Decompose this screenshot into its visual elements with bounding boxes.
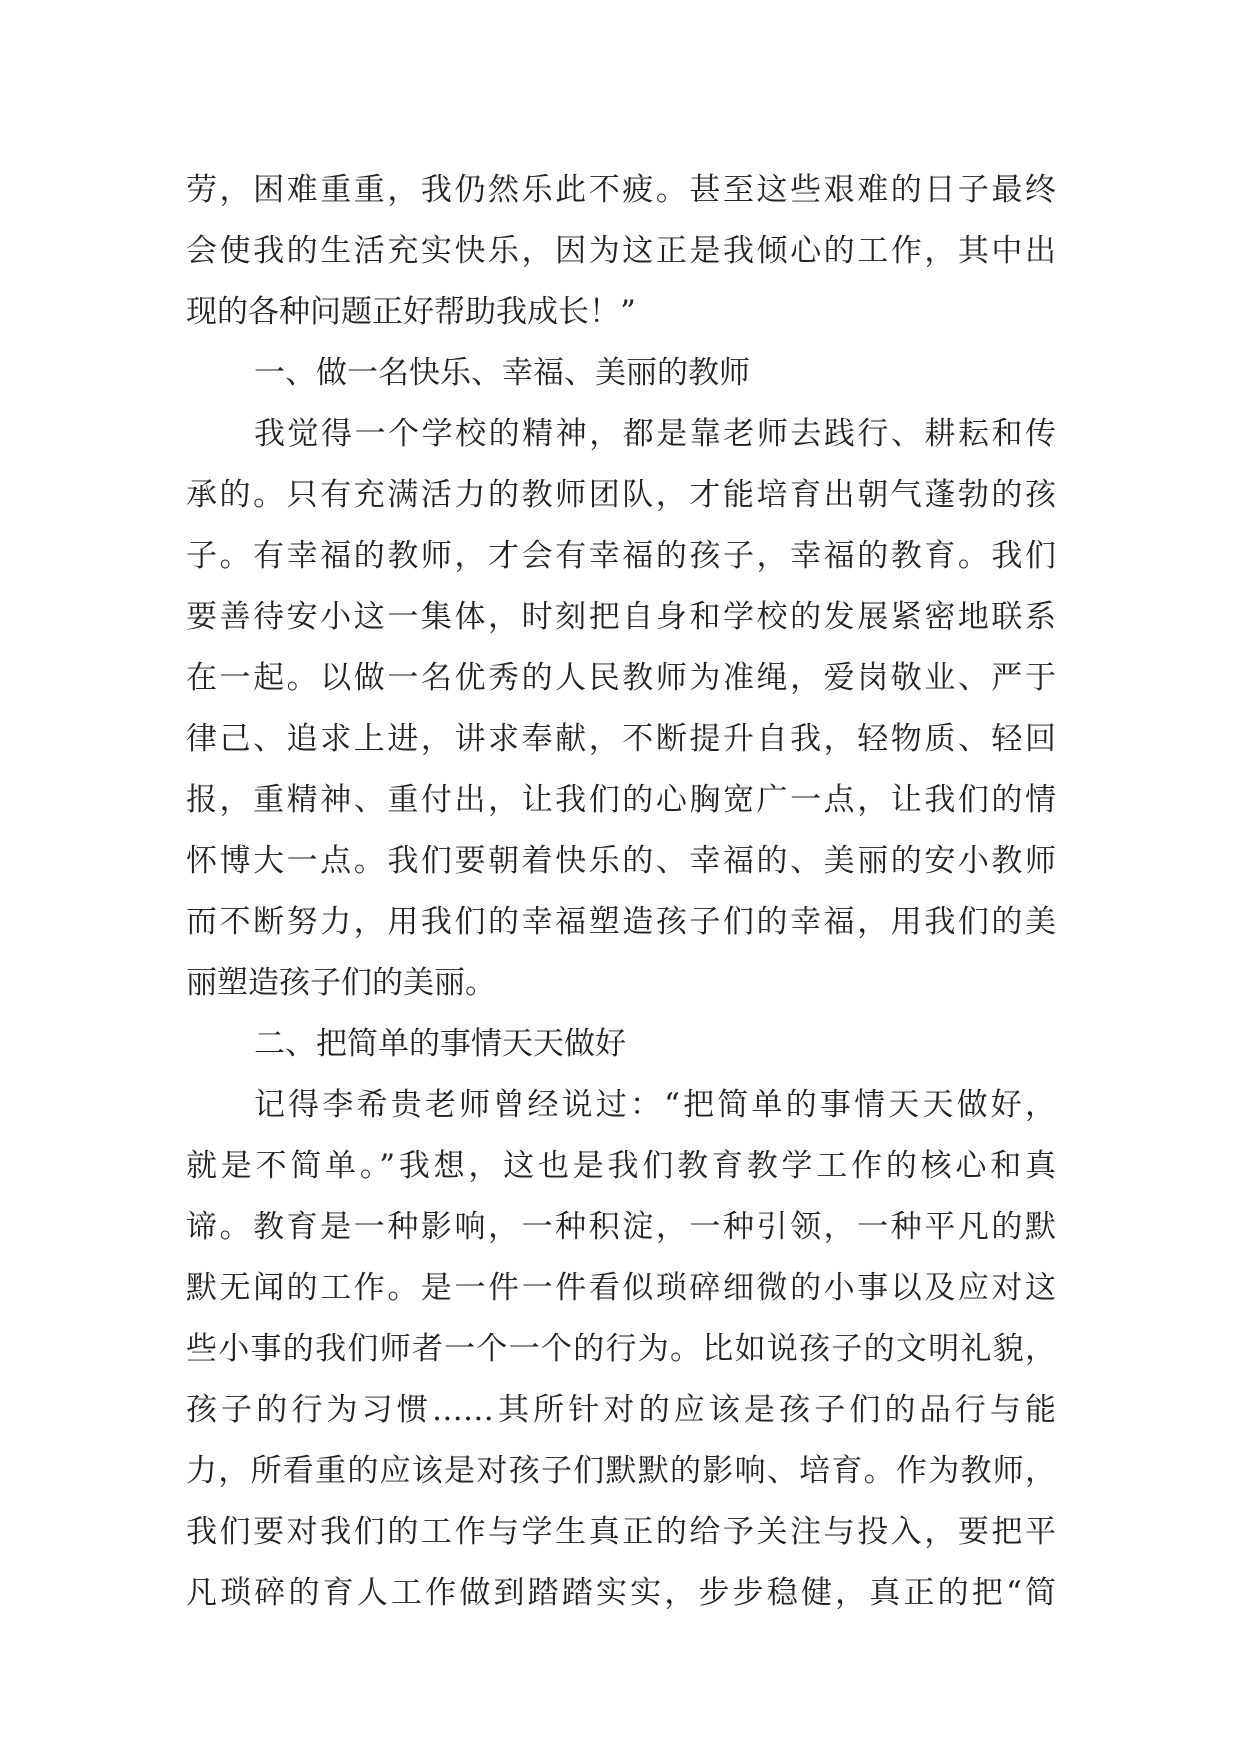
paragraph-line: 要善待安小这一集体，时刻把自身和学校的发展紧密地联系	[186, 599, 1056, 635]
paragraph-line: 记得李希贵老师曾经说过：“把简单的事情天天做好，	[254, 1087, 1056, 1123]
paragraph-line: 而不断努力，用我们的幸福塑造孩子们的幸福，用我们的美	[186, 904, 1056, 940]
paragraph-line: 律己、追求上进，讲求奉献，不断提升自我，轻物质、轻回	[186, 721, 1056, 757]
paragraph-line: 现的各种问题正好帮助我成长！”	[186, 294, 636, 330]
paragraph-line: 就是不简单。”我想，这也是我们教育教学工作的核心和真	[186, 1148, 1056, 1184]
paragraph-line: 凡琐碎的育人工作做到踏踏实实，步步稳健，真正的把“简	[186, 1575, 1056, 1611]
paragraph-line: 默无闻的工作。是一件一件看似琐碎细微的小事以及应对这	[186, 1270, 1056, 1306]
paragraph-line: 承的。只有充满活力的教师团队，才能培育出朝气蓬勃的孩	[186, 477, 1056, 513]
paragraph-line: 丽塑造孩子们的美丽。	[186, 965, 496, 1001]
paragraph-line: 劳，困难重重，我仍然乐此不疲。甚至这些艰难的日子最终	[186, 172, 1056, 208]
paragraph-line: 孩子的行为习惯……其所针对的应该是孩子们的品行与能	[186, 1392, 1056, 1428]
section-heading-1: 一、做一名快乐、幸福、美丽的教师	[254, 355, 750, 391]
document-body	[186, 160, 1056, 1624]
paragraph-line: 子。有幸福的教师，才会有幸福的孩子，幸福的教育。我们	[186, 538, 1056, 574]
paragraph-line: 报，重精神、重付出，让我们的心胸宽广一点，让我们的情	[186, 782, 1056, 818]
paragraph-line: 我觉得一个学校的精神，都是靠老师去践行、耕耘和传	[254, 416, 1056, 452]
paragraph-line: 力，所看重的应该是对孩子们默默的影响、培育。作为教师，	[186, 1453, 1056, 1489]
paragraph-line: 怀博大一点。我们要朝着快乐的、幸福的、美丽的安小教师	[186, 843, 1056, 879]
paragraph-line: 谛。教育是一种影响，一种积淀，一种引领，一种平凡的默	[186, 1209, 1056, 1245]
paragraph-line: 些小事的我们师者一个一个的行为。比如说孩子的文明礼貌，	[186, 1331, 1056, 1367]
paragraph-line: 会使我的生活充实快乐，因为这正是我倾心的工作，其中出	[186, 233, 1056, 269]
section-heading-2: 二、把简单的事情天天做好	[254, 1026, 626, 1062]
paragraph-line: 在一起。以做一名优秀的人民教师为准绳，爱岗敬业、严于	[186, 660, 1056, 696]
paragraph-line: 我们要对我们的工作与学生真正的给予关注与投入，要把平	[186, 1514, 1056, 1550]
